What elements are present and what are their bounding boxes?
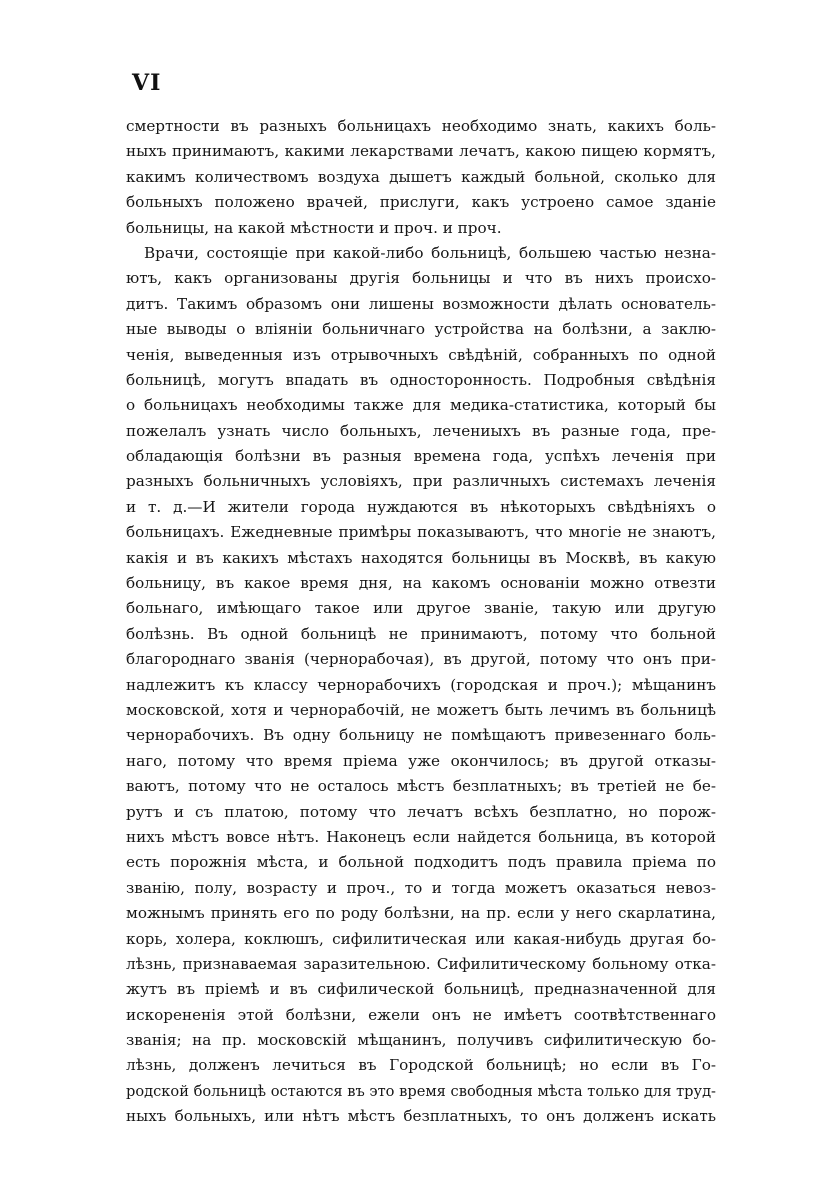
text-line: болѣзнь. Въ одной больницѣ не принимаютъ, потому что больной	[126, 624, 716, 643]
text-line: и т. д.—И жители города нуждаются въ нѣкоторыхъ свѣдѣніяхъ о	[126, 497, 716, 516]
text-line: о больницахъ необходимы также для медика-статистика, который бы	[126, 396, 716, 415]
text-line: званія; на пр. московскій мѣщанинъ, получивъ сифилитическую бо-	[126, 1031, 716, 1050]
text-line: больницахъ. Ежедневные примѣры показываютъ, что многіе не знаютъ,	[126, 523, 716, 542]
text-line: ныхъ принимаютъ, какими лекарствами лечатъ, какою пищею кормятъ,	[126, 142, 716, 161]
text-line: пожелалъ узнать число больныхъ, лечениыхъ въ разные года, пре-	[126, 421, 716, 440]
text-line: лѣзнь, признаваемая заразительною. Сифилитическому больному отка-	[126, 954, 716, 973]
text-line: лѣзнь, долженъ лечиться въ Городской больницѣ; но если въ Го-	[126, 1056, 716, 1075]
text-line: родской больницѣ остаются въ это время свободныя мѣста только для труд-	[126, 1082, 716, 1100]
text-line: дитъ. Такимъ образомъ они лишены возможности дѣлать основатель-	[126, 294, 716, 313]
text-line: какія и въ какихъ мѣстахъ находятся больницы въ Москвѣ, въ какую	[126, 548, 716, 567]
text-line: благороднаго званія (чернорабочая), въ другой, потому что онъ при-	[126, 650, 716, 669]
text-line: званію, полу, возрасту и проч., то и тогда можетъ оказаться невоз-	[126, 878, 716, 897]
text-line: рутъ и съ платою, потому что лечатъ всѣхъ безплатно, но порож-	[126, 802, 716, 821]
text-line: чернорабочихъ. Въ одну больницу не помѣщаютъ привезеннаго боль-	[126, 726, 716, 745]
text-line: ютъ, какъ организованы другія больницы и что въ нихъ происхо-	[126, 269, 716, 288]
text-line: смертности въ разныхъ больницахъ необходимо знать, какихъ боль-	[126, 117, 716, 135]
text-line: нихъ мѣстъ вовсе нѣтъ. Наконецъ если найдется больница, въ которой	[126, 827, 716, 846]
text-line: больницу, въ какое время дня, на какомъ основаніи можно отвезти	[126, 574, 716, 593]
text-line: наго, потому что время пріема уже окончилось; въ другой отказы-	[126, 751, 716, 770]
text-line: ныхъ больныхъ, или нѣтъ мѣстъ безплатныхъ, то онъ долженъ искать	[126, 1107, 716, 1126]
text-line: больницѣ, могутъ впадать въ односторонность. Подробныя свѣдѣнія	[126, 370, 716, 389]
text-line: ченія, выведенныя изъ отрывочныхъ свѣдѣній, собранныхъ по одной	[126, 345, 716, 364]
text-line: московской, хотя и чернорабочій, не можетъ быть лечимъ въ больницѣ	[126, 700, 716, 719]
text-line: ваютъ, потому что не осталось мѣстъ безплатныхъ; въ третіей не бе-	[126, 777, 716, 796]
text-line: есть порожнія мѣста, и больной подходитъ подъ правила пріема по	[126, 853, 716, 872]
text-line: обладающія болѣзни въ разныя времена года, успѣхъ леченія при	[126, 447, 716, 466]
text-line: больницы, на какой мѣстности и проч. и проч.	[126, 218, 502, 237]
text-line: Врачи, состоящіе при какой-либо больницѣ, большею частью незна-	[144, 243, 716, 262]
text-line: жутъ въ пріемѣ и въ сифилической больницѣ, предназначенной для	[126, 980, 716, 999]
text-line: можнымъ принять его по роду болѣзни, на пр. если у него скарлатина,	[126, 904, 716, 923]
text-line: искорененія этой болѣзни, ежели онъ не имѣетъ соотвѣтственнаго	[126, 1005, 716, 1024]
text-line: больныхъ положено врачей, прислуги, какъ устроено самое зданіе	[126, 193, 716, 212]
text-line: корь, холера, коклюшъ, сифилитическая или какая-нибудь другая бо-	[126, 929, 716, 948]
text-line: ные выводы о вліяніи больничнаго устройства на болѣзни, а заклю-	[126, 320, 716, 339]
text-line: какимъ количествомъ воздуха дышетъ каждый больной, сколько для	[126, 167, 716, 186]
page-number: VI	[132, 70, 162, 96]
body-text	[126, 114, 716, 1130]
text-line: больнаго, имѣющаго такое или другое званіе, такую или другую	[126, 599, 716, 618]
text-line: надлежитъ къ классу чернорабочихъ (городская и проч.); мѣщанинъ	[126, 675, 716, 694]
text-line: разныхъ больничныхъ условіяхъ, при различныхъ системахъ леченія	[126, 472, 716, 491]
